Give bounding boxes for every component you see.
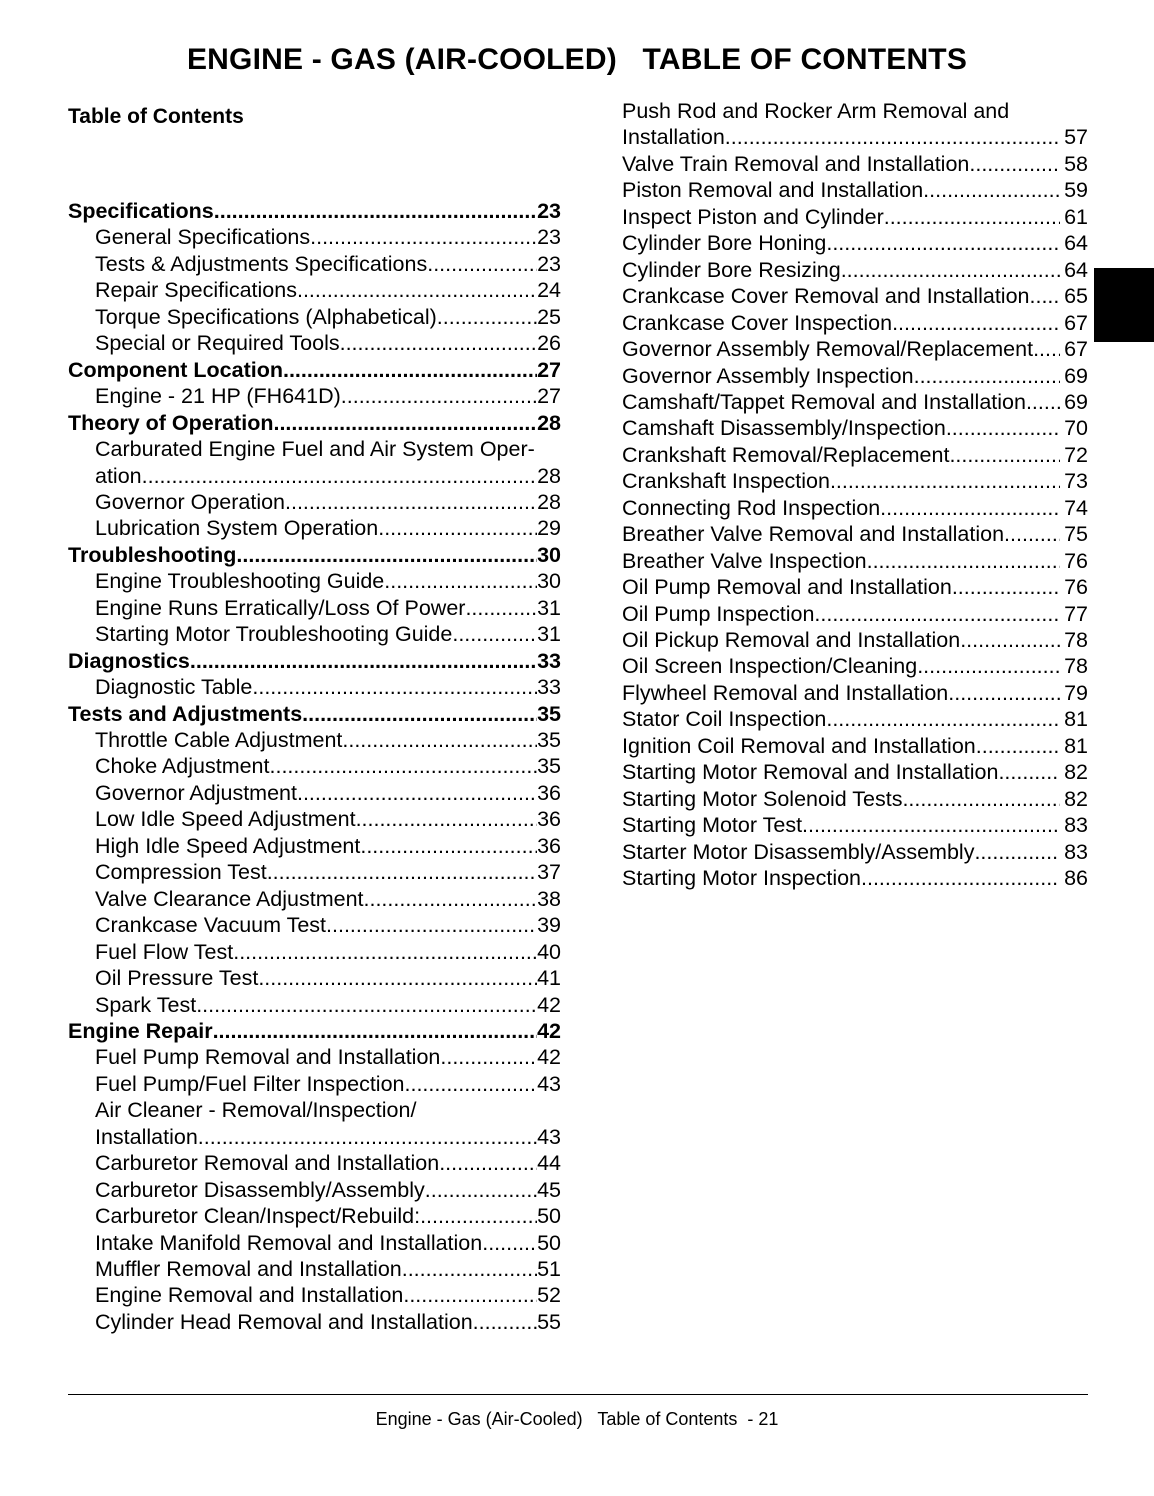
- toc-entry[interactable]: [622, 283, 1088, 310]
- toc-entry-page: 55: [537, 1309, 561, 1334]
- toc-entry-page: 42: [537, 992, 561, 1017]
- toc-leader-dots: [297, 277, 537, 304]
- toc-entry-page: 70: [1064, 416, 1088, 441]
- toc-entry[interactable]: [68, 1256, 561, 1283]
- toc-leader-dots: [190, 648, 537, 675]
- toc-entry-page: 52: [537, 1283, 561, 1308]
- toc-entry[interactable]: [68, 383, 561, 410]
- toc-entry-page: 23: [537, 225, 561, 250]
- toc-entry-page: 51: [537, 1257, 561, 1281]
- toc-entry-title: Torque Specifications (Alphabetical): [95, 304, 437, 329]
- toc-entry-title: Starting Motor Inspection: [622, 866, 862, 891]
- toc-entry-title: Fuel Pump/Fuel Filter Inspection: [95, 1071, 405, 1096]
- toc-entry-title: Governor Assembly Removal/Replacement: [622, 337, 1034, 362]
- toc-leader-dots: [960, 627, 1060, 654]
- toc-entry[interactable]: [622, 177, 1088, 204]
- toc-entry-title: Cylinder Bore Honing: [622, 231, 827, 256]
- toc-entry-title: Breather Valve Removal and Installation: [622, 522, 1005, 547]
- toc-entry-page: 29: [537, 516, 561, 541]
- toc-entry-title: Valve Clearance Adjustment: [95, 886, 364, 911]
- toc-entry[interactable]: [622, 839, 1088, 866]
- toc-leader-dots: [814, 601, 1060, 628]
- toc-entry-title: Fuel Pump Removal and Installation: [95, 1045, 441, 1070]
- toc-entry[interactable]: [68, 515, 561, 542]
- toc-entry[interactable]: [622, 574, 1088, 601]
- section-tab-marker: [1094, 268, 1154, 342]
- toc-entry-page: 69: [1064, 389, 1088, 414]
- toc-entry[interactable]: [622, 389, 1088, 416]
- toc-entry[interactable]: [68, 357, 561, 384]
- toc-entry-page: 78: [1064, 654, 1088, 679]
- toc-leader-dots: [914, 363, 1060, 390]
- toc-leader-dots: [1033, 336, 1060, 363]
- toc-entry[interactable]: [622, 415, 1088, 442]
- toc-entry-title: Crankshaft Inspection: [622, 469, 830, 494]
- toc-leader-dots: [923, 177, 1060, 204]
- toc-entry-page: 35: [537, 754, 561, 779]
- toc-leader-dots: [452, 621, 537, 648]
- toc-leader-dots: [196, 992, 537, 1019]
- toc-entry-page: 30: [537, 569, 561, 594]
- toc-entry-title: Camshaft/Tappet Removal and Installation: [622, 389, 1026, 414]
- toc-entry[interactable]: [622, 151, 1088, 178]
- toc-entry-page: 74: [1064, 495, 1088, 520]
- toc-entry[interactable]: [68, 251, 561, 278]
- toc-entry-title: Flywheel Removal and Installation: [622, 680, 949, 705]
- toc-leader-dots: [326, 912, 537, 939]
- toc-entry-page: 36: [537, 833, 561, 858]
- toc-entry[interactable]: [68, 992, 561, 1019]
- toc-leader-dots: [892, 310, 1060, 337]
- toc-leader-dots: [425, 1177, 537, 1204]
- toc-entry[interactable]: [68, 701, 561, 728]
- toc-entry-page: 31: [537, 622, 561, 647]
- toc-entry-title: Carburated Engine Fuel and Air System Oper-: [95, 437, 535, 462]
- toc-entry[interactable]: [68, 489, 561, 516]
- toc-entry-page: 82: [1064, 760, 1088, 785]
- toc-entry[interactable]: [622, 495, 1088, 522]
- toc-entry-title: Installation: [622, 125, 725, 150]
- toc-entry[interactable]: [68, 1309, 561, 1336]
- toc-entry[interactable]: [622, 442, 1088, 469]
- toc-entry-page: 81: [1064, 733, 1088, 758]
- toc-entry[interactable]: [622, 733, 1088, 760]
- toc-leader-dots: [949, 442, 1060, 469]
- toc-leader-dots: [880, 495, 1060, 522]
- toc-entry-title: Oil Pump Inspection: [622, 601, 815, 626]
- toc-leader-dots: [340, 330, 537, 357]
- toc-leader-dots: [270, 753, 538, 780]
- toc-entry[interactable]: [68, 1124, 561, 1151]
- toc-entry-page: 57: [1064, 125, 1088, 150]
- toc-entry-title: Lubrication System Operation: [95, 516, 379, 541]
- toc-leader-dots: [948, 680, 1060, 707]
- toc-entry[interactable]: [68, 1230, 561, 1257]
- toc-entry-title: High Idle Speed Adjustment: [95, 833, 361, 858]
- toc-entry-page: 61: [1064, 204, 1088, 229]
- toc-leader-dots: [427, 251, 537, 278]
- toc-entry[interactable]: [622, 468, 1088, 495]
- toc-entry-title: Breather Valve Inspection: [622, 548, 867, 573]
- toc-entry[interactable]: [622, 204, 1088, 231]
- toc-entry[interactable]: [622, 601, 1088, 628]
- toc-entry[interactable]: [622, 759, 1088, 786]
- toc-entry-page: 35: [537, 728, 561, 752]
- toc-entry-title: Governor Adjustment: [95, 780, 297, 805]
- toc-entry-page: 78: [1064, 628, 1088, 652]
- toc-entry-page: 44: [537, 1151, 561, 1176]
- toc-entry-page: 35: [537, 701, 561, 726]
- toc-entry-page: 59: [1064, 178, 1088, 203]
- toc-entry-page: 43: [537, 1071, 561, 1096]
- toc-entry-title: Crankcase Cover Removal and Installation: [622, 284, 1030, 309]
- toc-entry-page: 42: [537, 1018, 561, 1043]
- toc-entry[interactable]: [622, 786, 1088, 813]
- toc-entry-title: Component Location: [68, 357, 283, 382]
- toc-leader-dots: [236, 542, 537, 569]
- toc-entry[interactable]: [68, 463, 561, 490]
- toc-entry-title: Tests and Adjustments: [68, 701, 303, 726]
- toc-leader-dots: [213, 1018, 538, 1045]
- toc-entry-title: Cylinder Head Removal and Installation: [95, 1309, 473, 1334]
- toc-entry-page: 67: [1064, 337, 1088, 362]
- toc-entry[interactable]: [622, 521, 1088, 548]
- toc-entry[interactable]: [68, 806, 561, 833]
- toc-leader-dots: [830, 468, 1060, 495]
- toc-leader-dots: [861, 865, 1060, 892]
- toc-entry-page: 25: [537, 304, 561, 329]
- toc-leader-dots: [884, 204, 1060, 231]
- toc-leader-dots: [952, 574, 1060, 601]
- toc-leader-dots: [403, 1282, 537, 1309]
- toc-entry-page: 33: [537, 675, 561, 700]
- toc-leader-dots: [976, 733, 1060, 760]
- toc-entry[interactable]: [68, 965, 561, 992]
- toc-entry[interactable]: [68, 277, 561, 304]
- toc-entry-page: 65: [1064, 284, 1088, 309]
- toc-leader-dots: [310, 224, 537, 251]
- toc-entry-title: Starting Motor Test: [622, 813, 803, 838]
- toc-leader-dots: [378, 515, 537, 542]
- toc-entry-page: 58: [1064, 151, 1088, 176]
- toc-leader-dots: [273, 410, 537, 437]
- toc-entry[interactable]: [622, 363, 1088, 390]
- toc-entry-page: 83: [1064, 813, 1088, 838]
- toc-leader-dots: [437, 304, 537, 331]
- toc-entry-title: Low Idle Speed Adjustment: [95, 807, 356, 832]
- toc-entry-page: 69: [1064, 363, 1088, 388]
- toc-entry[interactable]: [68, 780, 561, 807]
- toc-entry-title: Troubleshooting: [68, 542, 237, 567]
- toc-leader-dots: [465, 595, 537, 622]
- toc-entry-title: Stator Coil Inspection: [622, 707, 827, 732]
- toc-entry-title: Choke Adjustment: [95, 754, 270, 779]
- toc-entry[interactable]: [68, 886, 561, 913]
- toc-entry-title: Carburetor Removal and Installation: [95, 1151, 440, 1176]
- toc-entry-page: 36: [537, 780, 561, 805]
- toc-leader-dots: [405, 1071, 538, 1098]
- toc-entry-page: 77: [1064, 601, 1088, 626]
- toc-entry[interactable]: [622, 230, 1088, 257]
- toc-leader-dots: [867, 548, 1060, 575]
- toc-entry[interactable]: [622, 98, 1088, 125]
- toc-entry-page: 64: [1064, 231, 1088, 256]
- toc-entry-page: 79: [1064, 680, 1088, 705]
- toc-entry[interactable]: [68, 912, 561, 939]
- toc-entry-page: 28: [537, 463, 561, 488]
- toc-leader-dots: [258, 965, 537, 992]
- toc-leader-dots: [974, 839, 1060, 866]
- toc-entry[interactable]: [622, 706, 1088, 733]
- toc-entry[interactable]: [68, 753, 561, 780]
- toc-entry-title: Governor Operation: [95, 489, 286, 514]
- toc-entry-page: 50: [537, 1230, 561, 1255]
- toc-leader-dots: [283, 357, 537, 384]
- toc-entry[interactable]: [68, 224, 561, 251]
- toc-entry-title: Engine - 21 HP (FH641D): [95, 384, 341, 409]
- toc-entry-page: 76: [1064, 575, 1088, 600]
- toc-leader-dots: [420, 1203, 537, 1230]
- toc-entry-page: 31: [537, 595, 561, 620]
- toc-leader-dots: [233, 939, 537, 966]
- toc-entry-title: Carburetor Clean/Inspect/Rebuild:: [95, 1204, 421, 1229]
- toc-entry-title: Diagnostic Table: [95, 675, 253, 700]
- toc-entry-title: Spark Test: [95, 992, 197, 1017]
- toc-entry-title: Throttle Cable Adjustment: [95, 728, 343, 752]
- toc-entry[interactable]: [68, 568, 561, 595]
- toc-entry-title: Oil Pump Removal and Installation: [622, 575, 952, 600]
- toc-entry[interactable]: [68, 1044, 561, 1071]
- toc-entry-title: Theory of Operation: [68, 410, 274, 435]
- toc-entry[interactable]: [68, 1071, 561, 1098]
- toc-entry-page: 45: [537, 1177, 561, 1202]
- toc-leader-dots: [360, 833, 537, 860]
- toc-entry-page: 83: [1064, 839, 1088, 864]
- toc-entry-title: ation: [95, 463, 142, 488]
- toc-entry-title: Diagnostics: [68, 648, 190, 673]
- toc-entry-title: Piston Removal and Installation: [622, 178, 924, 203]
- toc-entry[interactable]: [68, 1150, 561, 1177]
- toc-entry[interactable]: [622, 627, 1088, 654]
- toc-entry-title: Oil Pressure Test: [95, 966, 259, 991]
- toc-entry-title: Camshaft Disassembly/Inspection: [622, 416, 946, 441]
- toc-leader-dots: [439, 1150, 537, 1177]
- toc-entry[interactable]: [68, 542, 561, 569]
- toc-entry[interactable]: [68, 621, 561, 648]
- toc-entry-page: 75: [1064, 522, 1088, 547]
- toc-entry-page: 81: [1064, 707, 1088, 732]
- toc-entry-page: 27: [537, 357, 561, 382]
- toc-leader-dots: [267, 859, 537, 886]
- toc-entry-title: Inspect Piston and Cylinder: [622, 204, 884, 229]
- toc-leader-dots: [902, 786, 1060, 813]
- toc-entry[interactable]: [622, 680, 1088, 707]
- toc-entry[interactable]: [68, 833, 561, 860]
- toc-entry[interactable]: [622, 310, 1088, 337]
- toc-entry-title: Muffler Removal and Installation: [95, 1257, 402, 1281]
- toc-entry[interactable]: [68, 410, 561, 437]
- toc-entry-page: 76: [1064, 548, 1088, 573]
- toc-entry-title: Crankcase Cover Inspection: [622, 310, 893, 335]
- toc-entry-page: 36: [537, 807, 561, 832]
- toc-entry-title: Special or Required Tools: [95, 331, 340, 356]
- toc-entry-title: Starting Motor Removal and Installation: [622, 760, 999, 785]
- toc-leader-dots: [285, 489, 537, 516]
- toc-entry-page: 82: [1064, 786, 1088, 811]
- toc-entry-title: Starting Motor Solenoid Tests: [622, 786, 903, 811]
- toc-entry-title: Cylinder Bore Resizing: [622, 257, 841, 282]
- toc-leader-dots: [1030, 283, 1061, 310]
- toc-entry-page: 72: [1064, 442, 1088, 467]
- toc-entry-title: Compression Test: [95, 860, 267, 885]
- page-footer: Engine - Gas (Air-Cooled) Table of Contents - 21: [375, 1409, 779, 1429]
- toc-leader-dots: [917, 653, 1060, 680]
- toc-entry[interactable]: [68, 304, 561, 331]
- toc-entry-page: 64: [1064, 257, 1088, 282]
- footer-rule: [68, 1394, 1088, 1395]
- toc-entry[interactable]: [622, 124, 1088, 151]
- toc-entry[interactable]: [622, 812, 1088, 839]
- toc-leader-dots: [142, 463, 537, 490]
- toc-entry-page: 27: [537, 384, 561, 409]
- toc-entry-title: Oil Screen Inspection/Cleaning: [622, 654, 918, 679]
- toc-leader-dots: [198, 1124, 537, 1151]
- toc-leader-dots: [826, 230, 1060, 257]
- toc-entry[interactable]: [68, 1203, 561, 1230]
- toc-entry[interactable]: [68, 198, 561, 225]
- toc-entry-page: 38: [537, 886, 561, 911]
- toc-leader-dots: [946, 415, 1060, 442]
- toc-entry-page: 50: [537, 1204, 561, 1229]
- toc-entry[interactable]: [68, 330, 561, 357]
- toc-entry-page: 86: [1064, 866, 1088, 891]
- toc-entry[interactable]: [622, 653, 1088, 680]
- toc-entry-page: 41: [537, 966, 561, 991]
- toc-entry[interactable]: [68, 648, 561, 675]
- toc-entry-page: 67: [1064, 310, 1088, 335]
- toc-entry-title: Oil Pickup Removal and Installation: [622, 628, 961, 652]
- toc-entry-title: Fuel Flow Test: [95, 939, 234, 964]
- toc-entry[interactable]: [622, 865, 1088, 892]
- toc-entry-title: Engine Troubleshooting Guide: [95, 569, 385, 594]
- toc-entry-title: Starting Motor Troubleshooting Guide: [95, 622, 453, 647]
- toc-leader-dots: [364, 886, 538, 913]
- toc-entry-page: 37: [537, 860, 561, 885]
- toc-entry[interactable]: [622, 548, 1088, 575]
- toc-entry-page: 40: [537, 939, 561, 964]
- toc-leader-dots: [356, 806, 538, 833]
- toc-entry-title: Starter Motor Disassembly/Assembly: [622, 839, 975, 864]
- toc-entry-page: 24: [537, 278, 561, 303]
- toc-entry[interactable]: [68, 674, 561, 701]
- toc-leader-dots: [802, 812, 1060, 839]
- toc-entry-title: Governor Assembly Inspection: [622, 363, 914, 388]
- toc-entry-title: Engine Repair: [68, 1018, 213, 1043]
- page-title: ENGINE - GAS (AIR-COOLED) TABLE OF CONTENTS: [186, 43, 968, 76]
- toc-entry-page: 39: [537, 913, 561, 938]
- toc-leader-dots: [1026, 389, 1060, 416]
- toc-leader-dots: [1004, 521, 1060, 548]
- toc-leader-dots: [341, 383, 537, 410]
- toc-heading: Table of Contents: [68, 105, 244, 128]
- toc-entry-page: 33: [537, 648, 561, 673]
- toc-entry-page: 23: [537, 199, 561, 223]
- toc-entry-page: 28: [537, 489, 561, 514]
- toc-entry-title: Intake Manifold Removal and Installation: [95, 1230, 483, 1255]
- toc-entry-title: Crankcase Vacuum Test: [95, 913, 327, 938]
- toc-leader-dots: [402, 1256, 537, 1283]
- toc-entry-title: Repair Specifications: [95, 278, 297, 303]
- toc-entry-title: Tests & Adjustments Specifications: [95, 251, 428, 276]
- toc-entry[interactable]: [68, 859, 561, 886]
- toc-entry[interactable]: [68, 595, 561, 622]
- toc-entry-page: 30: [537, 542, 561, 567]
- toc-leader-dots: [214, 198, 537, 225]
- toc-entry[interactable]: [622, 336, 1088, 363]
- toc-leader-dots: [482, 1230, 537, 1257]
- toc-entry-title: Installation: [95, 1124, 198, 1149]
- toc-leader-dots: [252, 674, 537, 701]
- toc-entry[interactable]: [68, 1018, 561, 1045]
- toc-entry-page: 23: [537, 251, 561, 276]
- toc-entry-page: 26: [537, 331, 561, 356]
- toc-entry-title: General Specifications: [95, 225, 311, 250]
- toc-entry-title: Ignition Coil Removal and Installation: [622, 733, 976, 758]
- toc-entry-page: 73: [1064, 469, 1088, 494]
- toc-leader-dots: [826, 706, 1060, 733]
- toc-entry-title: Crankshaft Removal/Replacement: [622, 442, 950, 467]
- toc-entry-page: 43: [537, 1124, 561, 1149]
- toc-leader-dots: [384, 568, 537, 595]
- toc-entry-title: Engine Removal and Installation: [95, 1283, 404, 1308]
- toc-entry[interactable]: [68, 1177, 561, 1204]
- toc-entry-page: 28: [537, 410, 561, 435]
- toc-entry-title: Connecting Rod Inspection: [622, 495, 881, 520]
- toc-entry[interactable]: [68, 436, 561, 463]
- toc-leader-dots: [841, 257, 1060, 284]
- toc-entry-page: 42: [537, 1045, 561, 1070]
- toc-leader-dots: [969, 151, 1060, 178]
- toc-entry[interactable]: [68, 939, 561, 966]
- toc-leader-dots: [440, 1044, 537, 1071]
- toc-leader-dots: [473, 1309, 537, 1336]
- toc-entry[interactable]: [622, 257, 1088, 284]
- toc-entry-title: Specifications: [68, 199, 214, 223]
- toc-leader-dots: [725, 124, 1060, 151]
- toc-entry-title: Push Rod and Rocker Arm Removal and: [622, 99, 1010, 123]
- toc-entry-title: Air Cleaner - Removal/Inspection/: [95, 1098, 417, 1123]
- toc-entry[interactable]: [68, 727, 561, 754]
- toc-leader-dots: [998, 759, 1060, 786]
- toc-leader-dots: [297, 780, 537, 807]
- toc-leader-dots: [302, 701, 537, 728]
- toc-entry-title: Valve Train Removal and Installation: [622, 151, 970, 176]
- toc-entry[interactable]: [68, 1097, 561, 1124]
- toc-entry[interactable]: [68, 1282, 561, 1309]
- toc-entry-title: Carburetor Disassembly/Assembly: [95, 1177, 425, 1202]
- toc-leader-dots: [342, 727, 537, 754]
- toc-entry-title: Engine Runs Erratically/Loss Of Power: [95, 595, 466, 620]
